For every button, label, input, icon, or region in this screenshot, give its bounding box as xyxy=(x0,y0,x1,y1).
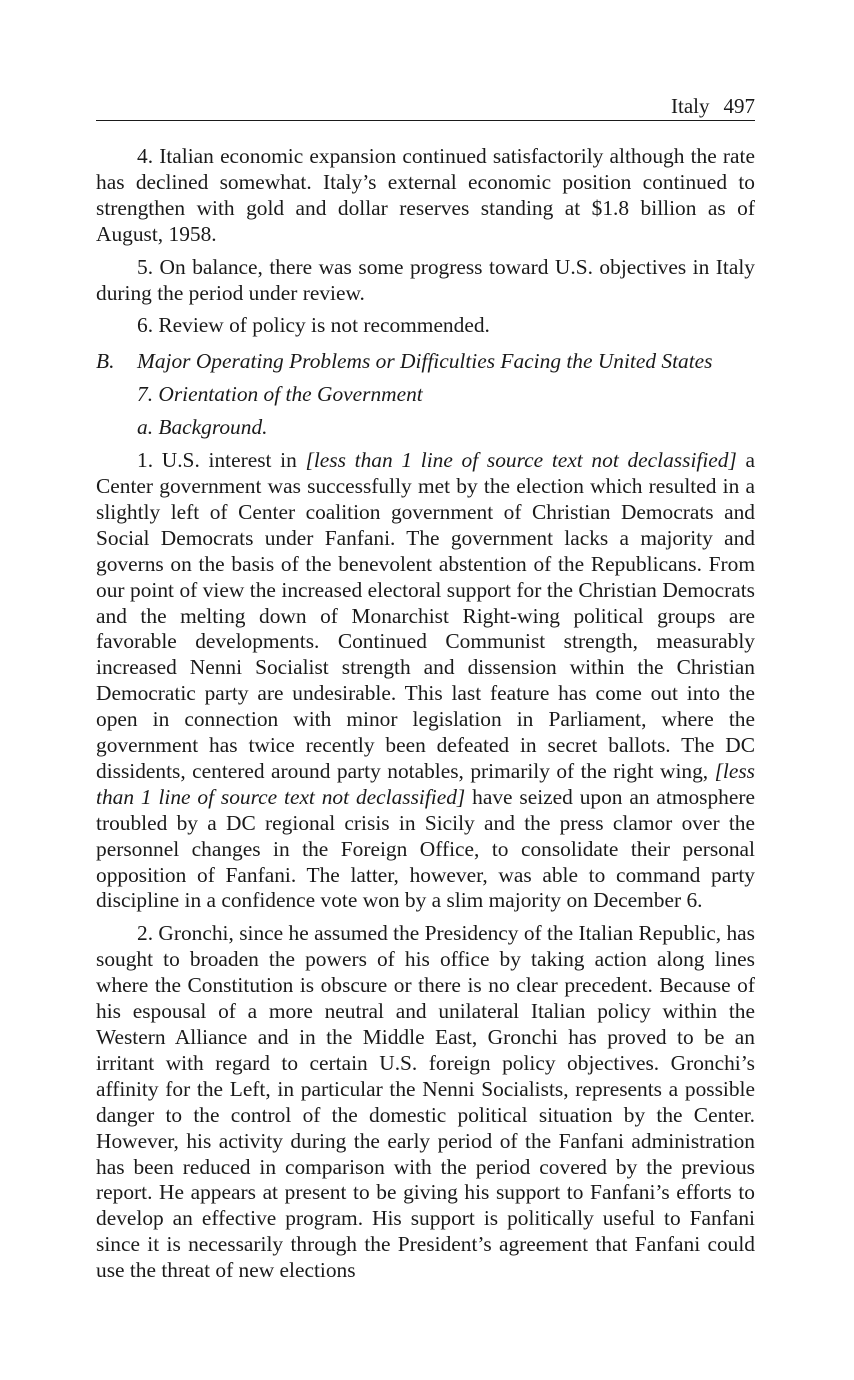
paragraph-background-1 xyxy=(96,448,755,914)
para1-before: 1. U.S. interest in xyxy=(137,448,306,473)
subsection-heading-a: a. Background. xyxy=(137,415,268,440)
section-heading-b xyxy=(96,349,755,375)
redaction-note-2: [less than 1 line of source text not declassified] xyxy=(96,758,755,809)
paragraph-5: 5. On balance, there was some progress toward U.S. objectives in Italy during the period under review. xyxy=(96,254,755,305)
subsection-heading-7: 7. Orientation of the Government xyxy=(137,382,423,407)
paragraph-background-2: 2. Gronchi, since he assumed the Presidency of the Italian Republic, has sought to broaden the powers of his office by taking action along lines where the Constitution is obscure or there is no clear precedent. Because of his espousal of a more neutral and unilateral Italian policy within the Western Alliance and in the Middle East, Gronchi has proved to be an irritant with regard to certain U.S. foreign policy objectives. Gronchi’s affinity for the Left, in particular the Nenni Socialists, represents a possible danger to the control of the domestic political situation by the Center. However, his activity during the early period of the Fanfani administration has been reduced in comparison with the period covered by the previous report. He appears at present to be giving his support to Fanfani’s efforts to develop an effective program. His support is politically useful to Fanfani since it is necessarily through the President’s agreement that Fanfani could use the threat of new elections xyxy=(96,921,755,1283)
section-title: Major Operating Problems or Difficulties Facing the United States xyxy=(137,349,713,374)
para1-middle: a Center government was successfully met by the election which resulted in a slightly left of Center coalition government of Christian Democrats and Social Democrats under Fanfani. The government lacks a majority and governs on the basis of the benevolent abstention of the Republicans. From our point of view the increased electoral support for the Christian Democrats and the melting down of Monarchist Right-wing political groups are favorable developments. Continued Communist strength, measurably increased Nenni Socialist strength and dissension within the Christian Democratic party are undesirable. This last feature has come out into the open in connection with minor legislation in Parliament, where the government has twice recently been defeated in secret ballots. The DC dissidents, centered around party notables, primarily of the right wing, xyxy=(96,448,755,783)
paragraph-6: 6. Review of policy is not recommended. xyxy=(137,313,490,338)
para1-after: have seized upon an atmosphere troubled by a DC regional crisis in Sicily and the press clamor over the personnel changes in the Foreign Office, to consolidate their personal opposition of Fanfani. The latter, however, was able to command party discipline in a confidence vote won by a slim majority on December 6. xyxy=(96,784,755,913)
redaction-note-1: [less than 1 line of source text not declassified] xyxy=(305,448,737,473)
running-header xyxy=(96,92,755,121)
paragraph-4: 4. Italian economic expansion continued satisfactorily although the rate has declined somewhat. Italy’s external economic position continued to strengthen with gold and dollar reserves standing at $1.8 billion as of August, 1958. xyxy=(96,144,755,246)
body-text xyxy=(96,144,755,1284)
section-label: B. xyxy=(96,349,115,374)
running-title: Italy xyxy=(671,94,710,118)
page-number: 497 xyxy=(723,94,755,118)
